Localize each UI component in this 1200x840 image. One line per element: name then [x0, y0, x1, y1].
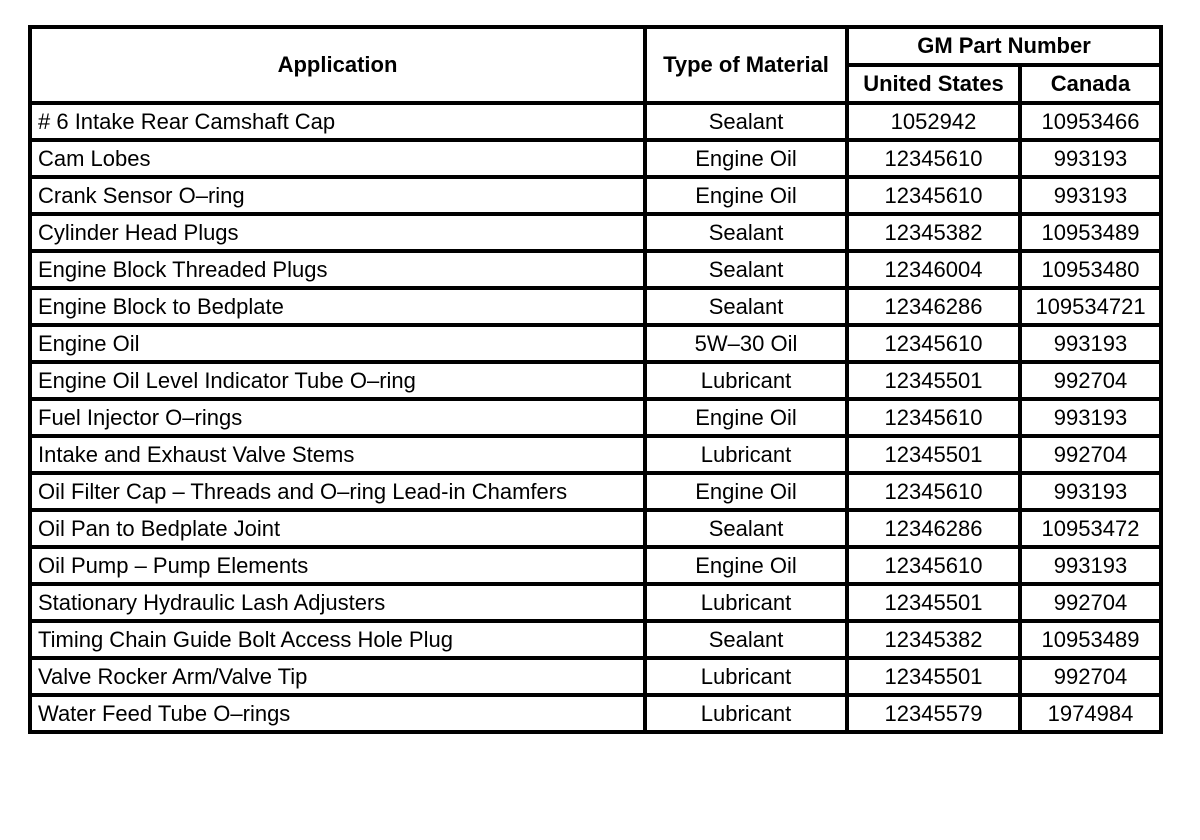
cell-material: Sealant	[645, 103, 847, 140]
cell-material: Lubricant	[645, 695, 847, 732]
table-row	[30, 695, 1161, 732]
cell-application: Engine Oil	[30, 325, 645, 362]
table-row	[30, 473, 1161, 510]
cell-material: Engine Oil	[645, 473, 847, 510]
header-application: Application	[30, 27, 645, 103]
cell-us: 12346286	[847, 288, 1020, 325]
table-row	[30, 140, 1161, 177]
cell-us: 12345579	[847, 695, 1020, 732]
cell-us: 12345610	[847, 140, 1020, 177]
table-row	[30, 510, 1161, 547]
cell-us: 12345501	[847, 362, 1020, 399]
cell-application: Valve Rocker Arm/Valve Tip	[30, 658, 645, 695]
table-row	[30, 214, 1161, 251]
cell-application: Timing Chain Guide Bolt Access Hole Plug	[30, 621, 645, 658]
cell-us: 12345610	[847, 399, 1020, 436]
cell-material: Engine Oil	[645, 399, 847, 436]
table-row	[30, 325, 1161, 362]
table-row	[30, 436, 1161, 473]
cell-us: 12345610	[847, 473, 1020, 510]
cell-us: 12345382	[847, 621, 1020, 658]
cell-canada: 993193	[1020, 399, 1161, 436]
header-us: United States	[847, 65, 1020, 103]
cell-canada: 992704	[1020, 436, 1161, 473]
table-row	[30, 288, 1161, 325]
cell-us: 12345382	[847, 214, 1020, 251]
cell-canada: 992704	[1020, 362, 1161, 399]
cell-us: 1052942	[847, 103, 1020, 140]
table-body	[30, 103, 1161, 732]
cell-canada: 10953466	[1020, 103, 1161, 140]
cell-application: Fuel Injector O–rings	[30, 399, 645, 436]
table-row	[30, 584, 1161, 621]
cell-material: Sealant	[645, 251, 847, 288]
cell-canada: 10953489	[1020, 214, 1161, 251]
cell-application: Oil Pump – Pump Elements	[30, 547, 645, 584]
cell-application: Engine Block Threaded Plugs	[30, 251, 645, 288]
cell-canada: 993193	[1020, 547, 1161, 584]
cell-canada: 10953489	[1020, 621, 1161, 658]
cell-us: 12345501	[847, 658, 1020, 695]
table-row	[30, 103, 1161, 140]
table-row	[30, 251, 1161, 288]
cell-us: 12346004	[847, 251, 1020, 288]
cell-material: Sealant	[645, 621, 847, 658]
cell-us: 12345610	[847, 177, 1020, 214]
cell-material: Lubricant	[645, 362, 847, 399]
cell-material: 5W–30 Oil	[645, 325, 847, 362]
sealants-lubricants-table	[28, 25, 1163, 734]
cell-material: Engine Oil	[645, 177, 847, 214]
cell-application: Stationary Hydraulic Lash Adjusters	[30, 584, 645, 621]
cell-canada: 10953480	[1020, 251, 1161, 288]
cell-material: Sealant	[645, 510, 847, 547]
cell-application: Crank Sensor O–ring	[30, 177, 645, 214]
cell-application: Oil Pan to Bedplate Joint	[30, 510, 645, 547]
cell-us: 12345501	[847, 584, 1020, 621]
cell-material: Engine Oil	[645, 547, 847, 584]
table-row	[30, 362, 1161, 399]
cell-application: Engine Block to Bedplate	[30, 288, 645, 325]
cell-material: Lubricant	[645, 658, 847, 695]
cell-canada: 993193	[1020, 140, 1161, 177]
cell-application: Water Feed Tube O–rings	[30, 695, 645, 732]
cell-material: Sealant	[645, 288, 847, 325]
cell-application: Cylinder Head Plugs	[30, 214, 645, 251]
cell-us: 12345610	[847, 547, 1020, 584]
table-row	[30, 177, 1161, 214]
cell-canada: 1974984	[1020, 695, 1161, 732]
cell-us: 12345610	[847, 325, 1020, 362]
cell-canada: 993193	[1020, 325, 1161, 362]
cell-canada: 993193	[1020, 473, 1161, 510]
cell-us: 12346286	[847, 510, 1020, 547]
cell-canada: 109534721	[1020, 288, 1161, 325]
cell-application: # 6 Intake Rear Camshaft Cap	[30, 103, 645, 140]
cell-canada: 10953472	[1020, 510, 1161, 547]
cell-material: Engine Oil	[645, 140, 847, 177]
header-material: Type of Material	[645, 27, 847, 103]
cell-canada: 993193	[1020, 177, 1161, 214]
cell-application: Cam Lobes	[30, 140, 645, 177]
cell-application: Intake and Exhaust Valve Stems	[30, 436, 645, 473]
cell-canada: 992704	[1020, 658, 1161, 695]
table-row	[30, 547, 1161, 584]
cell-application: Engine Oil Level Indicator Tube O–ring	[30, 362, 645, 399]
cell-application: Oil Filter Cap – Threads and O–ring Lead-in Chamfers	[30, 473, 645, 510]
cell-us: 12345501	[847, 436, 1020, 473]
header-canada: Canada	[1020, 65, 1161, 103]
table-row	[30, 621, 1161, 658]
cell-canada: 992704	[1020, 584, 1161, 621]
cell-material: Sealant	[645, 214, 847, 251]
header-gm-part-number: GM Part Number	[847, 27, 1161, 65]
cell-material: Lubricant	[645, 584, 847, 621]
table-row	[30, 658, 1161, 695]
table-row	[30, 399, 1161, 436]
cell-material: Lubricant	[645, 436, 847, 473]
